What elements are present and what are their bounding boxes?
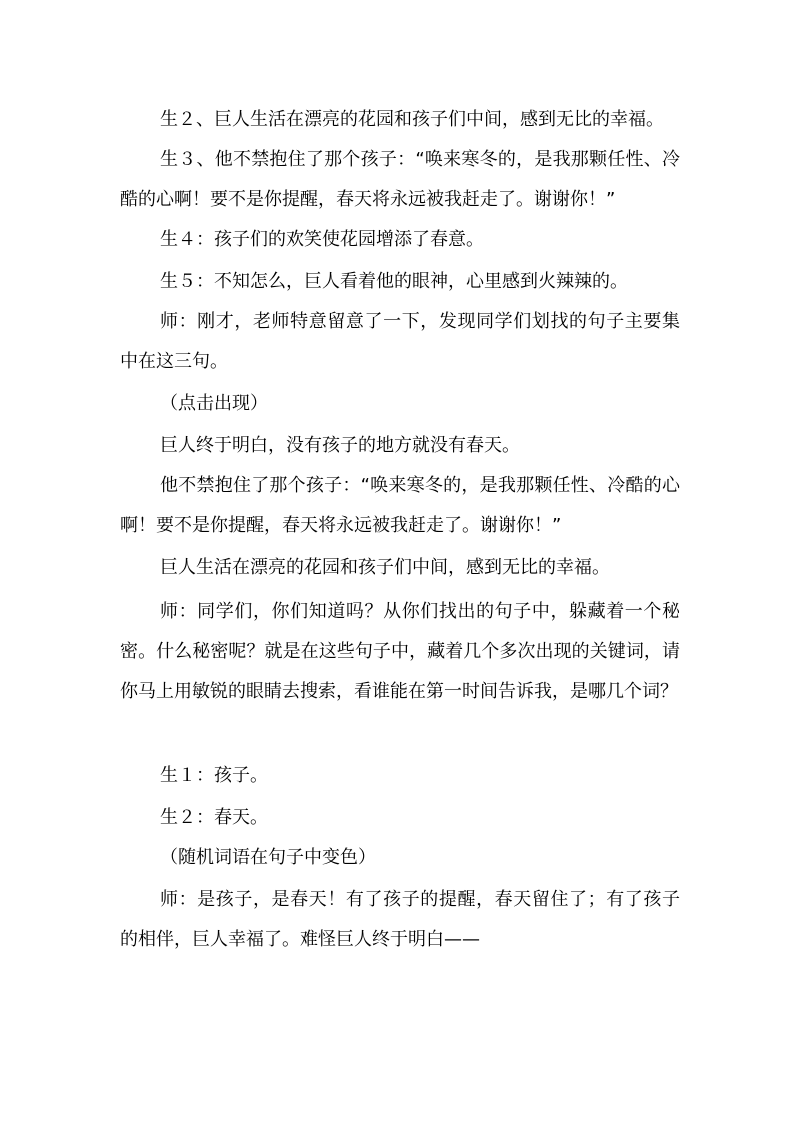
paragraph-student-3-hug: 生３、他不禁抱住了那个孩子：“唤来寒冬的，是我那颗任性、冷酷的心啊！要不是你提醒，春天将永远被我赶走了。谢谢你！” — [120, 149, 680, 210]
quote-giant-happiness: 巨人生活在漂亮的花园和孩子们中间，感到无比的幸福。 — [160, 557, 610, 578]
stage-note-color-change: （随机词语在句子中变色） — [160, 847, 376, 868]
paragraph-student-5-eyes: 生５：不知怎么，巨人看着他的眼神，心里感到火辣辣的。 — [160, 271, 628, 292]
quote-giant-hugs-child: 他不禁抱住了那个孩子：“唤来寒冬的，是我那颗任性、冷酷的心啊！要不是你提醒，春天将永远被我赶走了。谢谢你！” — [120, 475, 680, 536]
paragraph-teacher-three-sentences: 师：刚才，老师特意留意了一下，发现同学们划找的句子主要集中在这三句。 — [120, 311, 680, 372]
paragraph-teacher-secret: 师：同学们，你们知道吗？从你们找出的句子中，躲藏着一个秘密。什么秘密呢？就是在这些句子中，藏着几个多次出现的关键词，请你马上用敏锐的眼睛去搜索，看谁能在第一时间告诉我，是哪几个词？ — [120, 601, 680, 702]
answer-student-1-child: 生１：孩子。 — [160, 765, 268, 786]
paragraph-teacher-conclusion: 师：是孩子，是春天！有了孩子的提醒，春天留住了；有了孩子的相伴，巨人幸福了。难怪巨人终于明白—— — [120, 889, 680, 950]
paragraph-student-4-laughter: 生４：孩子们的欢笑使花园增添了春意。 — [160, 229, 484, 250]
answer-student-2-spring: 生２：春天。 — [160, 807, 268, 828]
stage-note-click-appear: （点击出现） — [160, 393, 268, 414]
paragraph-student-2-happiness: 生２、巨人生活在漂亮的花园和孩子们中间，感到无比的幸福。 — [160, 109, 664, 130]
quote-giant-understands: 巨人终于明白，没有孩子的地方就没有春天。 — [160, 435, 520, 456]
